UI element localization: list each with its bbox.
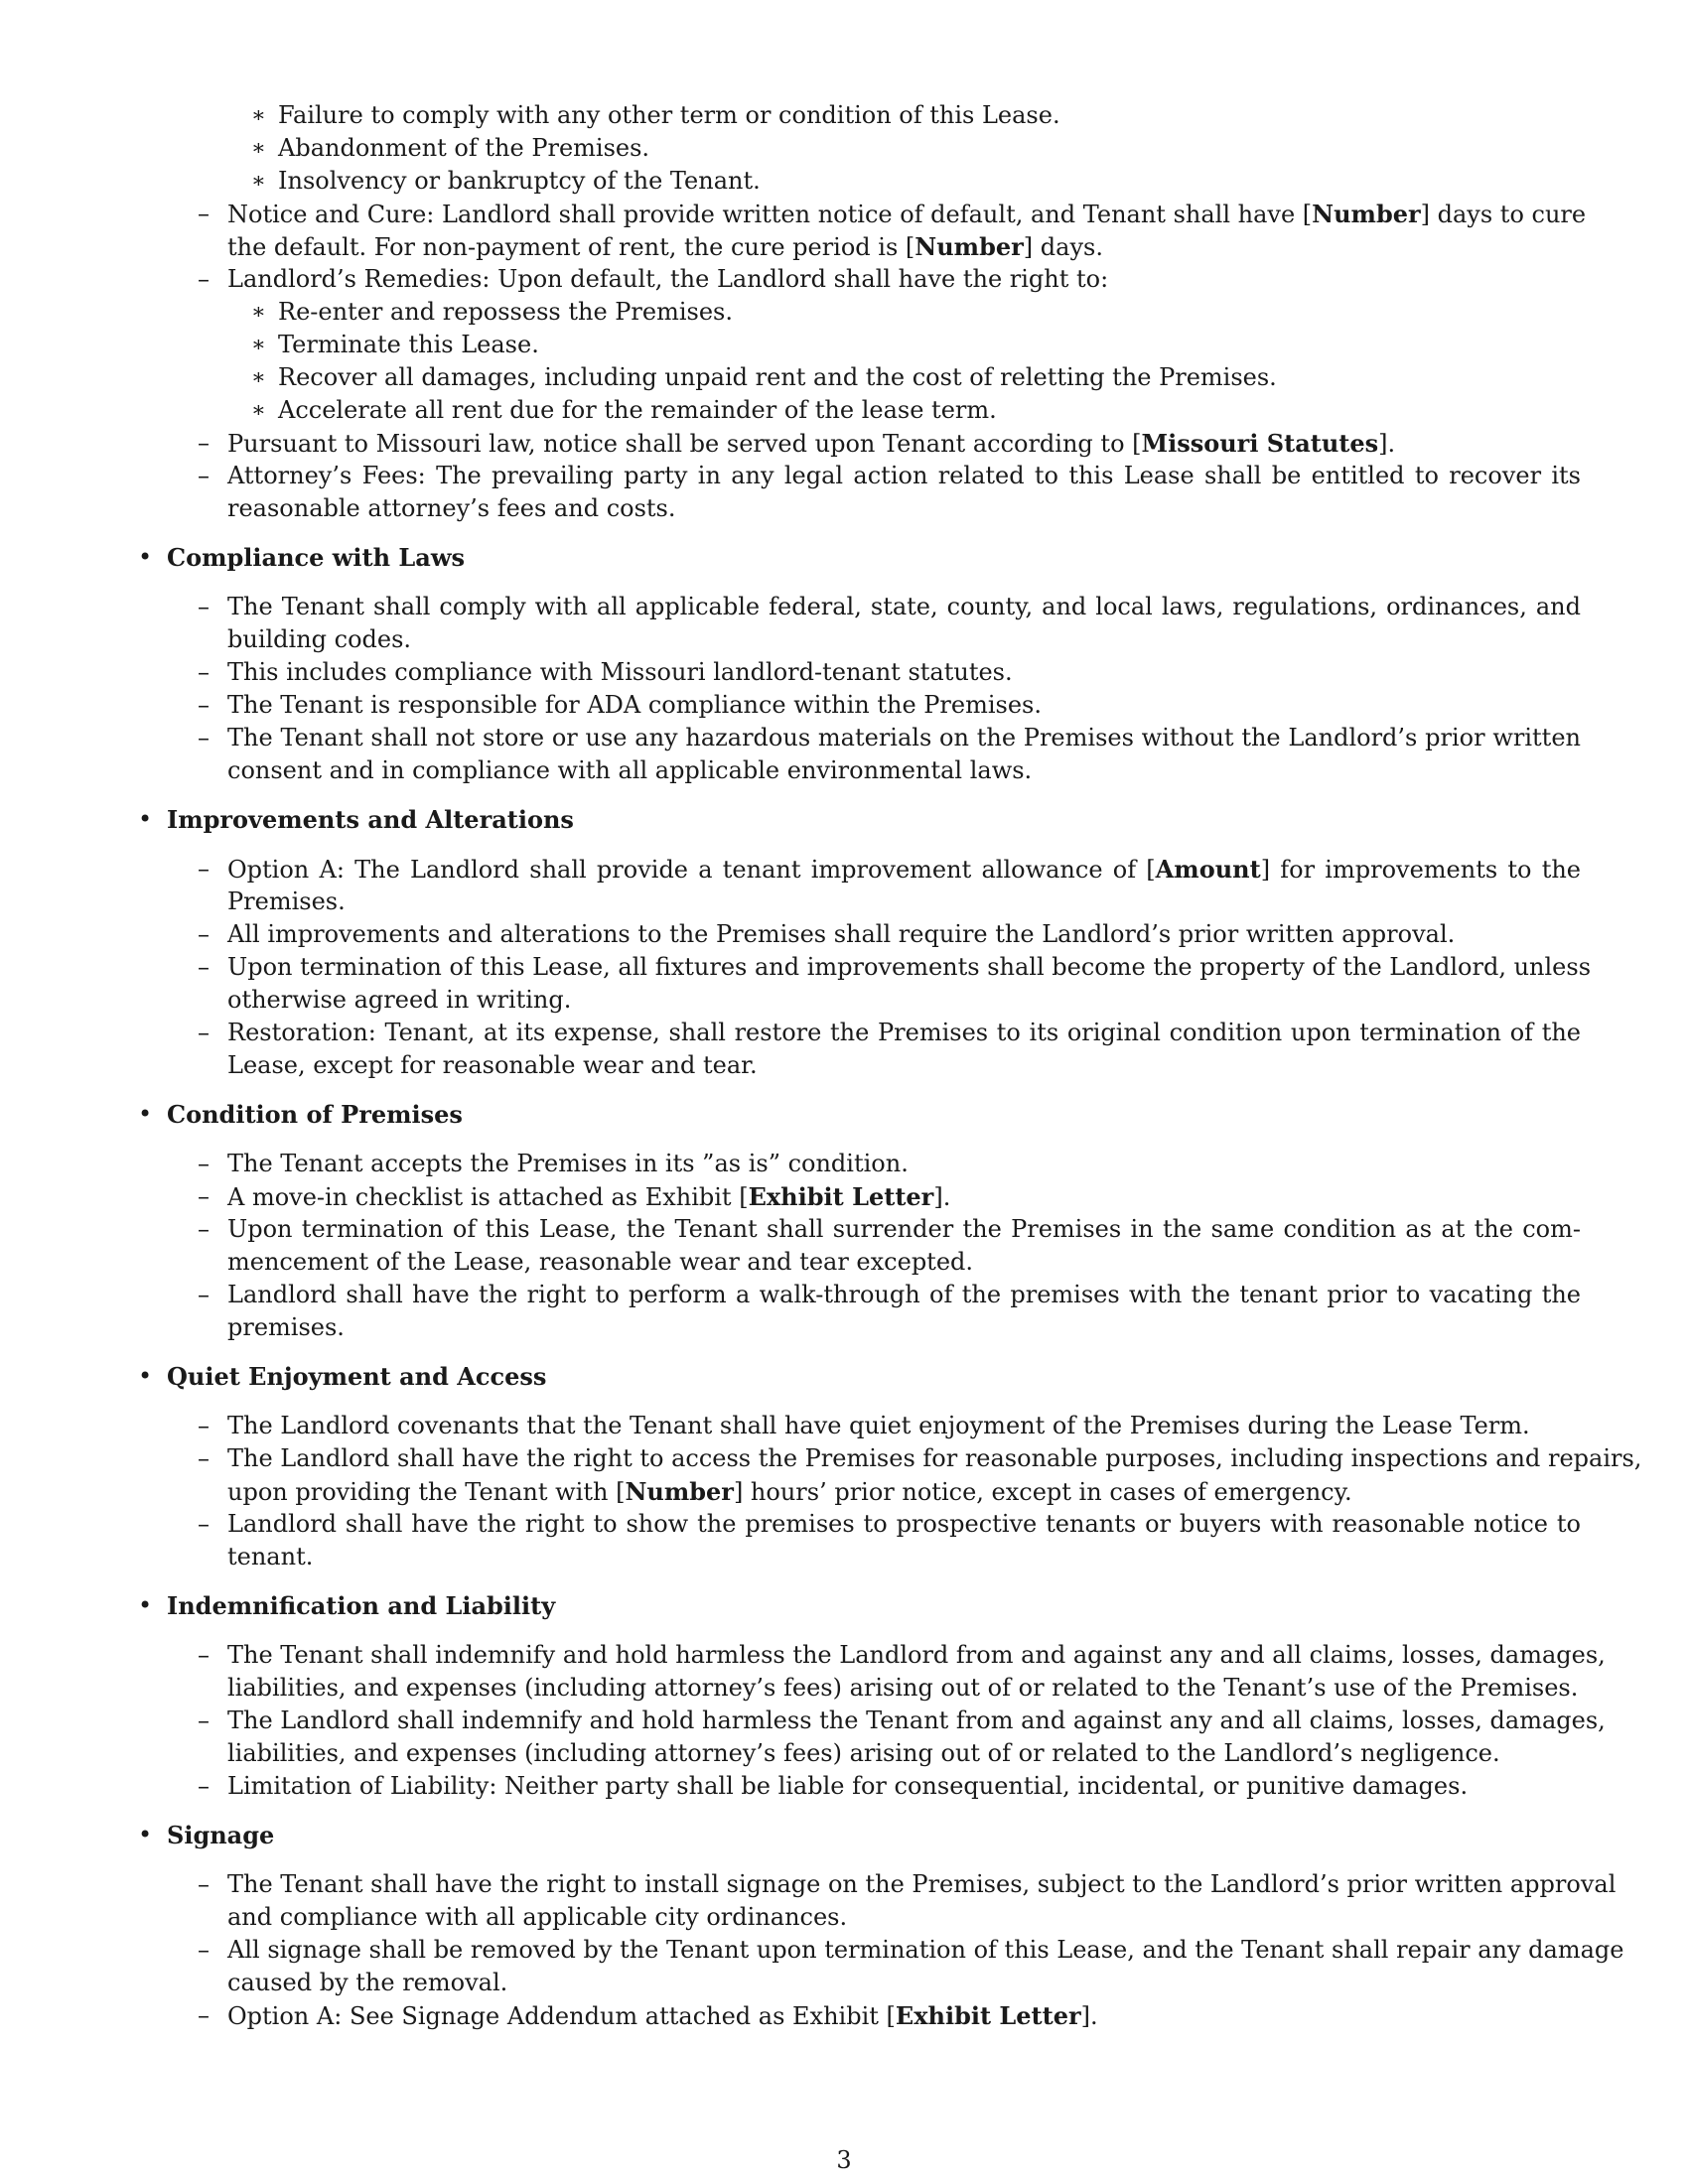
compliance-item-1-line-2: building codes. [227,625,412,653]
signage-item-1-line-1: The Tenant shall have the right to install signage on the Premises, subject to the Landlord’s prior written approval [227,1870,1617,1898]
quiet-item-2-line-1: The Landlord shall have the right to access the Premises for reasonable purposes, including inspections and repairs, [227,1444,1642,1472]
dash-bullet: – [198,691,210,719]
section-bullet: • [138,1100,153,1128]
default-event-item: Failure to comply with any other term or condition of this Lease. [278,101,1060,129]
compliance-item-4-line-2: consent and in compliance with all applicable environmental laws. [227,756,1033,784]
condition-item-3-line-2: mencement of the Lease, reasonable wear and tear excepted. [227,1248,974,1276]
missouri-notice: Pursuant to Missouri law, notice shall be served upon Tenant according to [Missouri Statutes]. [227,429,1396,458]
improvements-item-3-line-2: otherwise agreed in writing. [227,986,572,1014]
notice-cure-line-1: Notice and Cure: Landlord shall provide written notice of default, and Tenant shall have [Number] days to cure [227,200,1587,228]
dash-bullet: – [198,953,210,981]
section-heading-compliance: Compliance with Laws [167,543,466,572]
dash-bullet: – [198,200,210,227]
star-bullet: ∗ [251,398,266,423]
dash-bullet: – [198,1412,210,1439]
dash-bullet: – [198,265,210,293]
compliance-item-1-line-1: The Tenant shall comply with all applicable federal, state, county, and local laws, regulations, ordinances, and [227,593,1581,620]
dash-bullet: – [198,724,210,751]
condition-item-4-line-2: premises. [227,1313,345,1341]
default-event-item: Insolvency or bankruptcy of the Tenant. [278,167,761,195]
section-bullet: • [138,1362,153,1390]
signage-item-2-line-2: caused by the removal. [227,1969,508,1996]
improvements-item-1-line-2: Premises. [227,887,346,915]
section-bullet: • [138,1821,153,1848]
dash-bullet: – [198,920,210,948]
condition-item-4-line-1: Landlord shall have the right to perform a walk-through of the premises with the tenant prior to vacating the [227,1281,1581,1308]
star-bullet: ∗ [251,169,266,194]
dash-bullet: – [198,1182,210,1210]
signage-item-1-line-2: and compliance with all applicable city ordinances. [227,1903,848,1931]
dash-bullet: – [198,1281,210,1308]
dash-bullet: – [198,1444,210,1472]
improvements-item-4-line-1: Restoration: Tenant, at its expense, shall restore the Premises to its original condition upon termination of the [227,1019,1581,1046]
dash-bullet: – [198,2001,210,2029]
section-bullet: • [138,1591,153,1619]
indemnification-item-1-line-2: liabilities, and expenses (including attorney’s fees) arising out of or related to the Tenant’s use of the Premises. [227,1674,1579,1702]
indemnification-item-2-line-1: The Landlord shall indemnify and hold harmless the Tenant from and against any and all claims, losses, damages, [227,1706,1606,1734]
dash-bullet: – [198,1772,210,1800]
indemnification-item-1-line-1: The Tenant shall indemnify and hold harmless the Landlord from and against any and all claims, losses, damages, [227,1641,1606,1669]
dash-bullet: – [198,1215,210,1243]
attorney-fees-line-2: reasonable attorney’s fees and costs. [227,494,676,522]
section-heading-condition: Condition of Premises [167,1100,463,1129]
condition-item-2: A move-in checklist is attached as Exhibit [Exhibit Letter]. [227,1182,951,1211]
improvements-item-2: All improvements and alterations to the Premises shall require the Landlord’s prior written approval. [227,920,1456,948]
notice-cure-line-2: the default. For non-payment of rent, the cure period is [Number] days. [227,232,1103,261]
star-bullet: ∗ [251,365,266,390]
remedy-item: Recover all damages, including unpaid rent and the cost of reletting the Premises. [278,363,1277,391]
remedy-item: Terminate this Lease. [278,331,539,358]
section-heading-indemnification: Indemnification and Liability [167,1591,556,1620]
quiet-item-3-line-2: tenant. [227,1543,314,1570]
attorney-fees-line-1: Attorney’s Fees: The prevailing party in any legal action related to this Lease shall be entitled to recover its [227,462,1581,489]
default-event-item: Abandonment of the Premises. [278,134,650,162]
star-bullet: ∗ [251,103,266,128]
quiet-item-3-line-1: Landlord shall have the right to show the premises to prospective tenants or buyers with reasonable notice to [227,1510,1581,1538]
dash-bullet: – [198,1936,210,1964]
remedies-intro: Landlord’s Remedies: Upon default, the Landlord shall have the right to: [227,265,1109,293]
dash-bullet: – [198,658,210,686]
dash-bullet: – [198,1510,210,1538]
dash-bullet: – [198,593,210,620]
star-bullet: ∗ [251,300,266,325]
star-bullet: ∗ [251,333,266,357]
compliance-item-4-line-1: The Tenant shall not store or use any hazardous materials on the Premises without the Landlord’s prior written [227,724,1581,751]
section-heading-quiet: Quiet Enjoyment and Access [167,1362,547,1391]
quiet-item-2-line-2: upon providing the Tenant with [Number] hours’ prior notice, except in cases of emergency. [227,1477,1352,1506]
section-bullet: • [138,805,153,833]
remedy-item: Re-enter and repossess the Premises. [278,298,733,326]
dash-bullet: – [198,1870,210,1898]
compliance-item-3: The Tenant is responsible for ADA compliance within the Premises. [227,691,1042,719]
improvements-item-1-line-1: Option A: The Landlord shall provide a tenant improvement allowance of [Amount] for improvements to the [227,855,1581,884]
remedy-item: Accelerate all rent due for the remainder of the lease term. [278,396,997,424]
signage-item-2-line-1: All signage shall be removed by the Tenant upon termination of this Lease, and the Tenant shall repair any damage [227,1936,1624,1964]
star-bullet: ∗ [251,136,266,161]
dash-bullet: – [198,1150,210,1177]
dash-bullet: – [198,429,210,457]
indemnification-item-3: Limitation of Liability: Neither party shall be liable for consequential, incidental, or punitive damages. [227,1772,1469,1800]
condition-item-1: The Tenant accepts the Premises in its ”as is” condition. [227,1150,909,1177]
condition-item-3-line-1: Upon termination of this Lease, the Tenant shall surrender the Premises in the same condition as at the com- [227,1215,1581,1243]
dash-bullet: – [198,1019,210,1046]
dash-bullet: – [198,1641,210,1669]
dash-bullet: – [198,1706,210,1734]
page-number: 3 [836,2146,852,2174]
indemnification-item-2-line-2: liabilities, and expenses (including attorney’s fees) arising out of or related to the Landlord’s negligence. [227,1739,1500,1767]
quiet-item-1: The Landlord covenants that the Tenant shall have quiet enjoyment of the Premises during the Lease Term. [227,1412,1530,1439]
section-bullet: • [138,543,153,571]
improvements-item-4-line-2: Lease, except for reasonable wear and tear. [227,1051,758,1079]
improvements-item-3-line-1: Upon termination of this Lease, all fixtures and improvements shall become the property of the Landlord, unless [227,953,1592,981]
compliance-item-2: This includes compliance with Missouri landlord-tenant statutes. [227,658,1013,686]
section-heading-improvements: Improvements and Alterations [167,805,574,834]
signage-item-3: Option A: See Signage Addendum attached as Exhibit [Exhibit Letter]. [227,2001,1098,2030]
dash-bullet: – [198,855,210,883]
section-heading-signage: Signage [167,1821,275,1849]
dash-bullet: – [198,462,210,489]
